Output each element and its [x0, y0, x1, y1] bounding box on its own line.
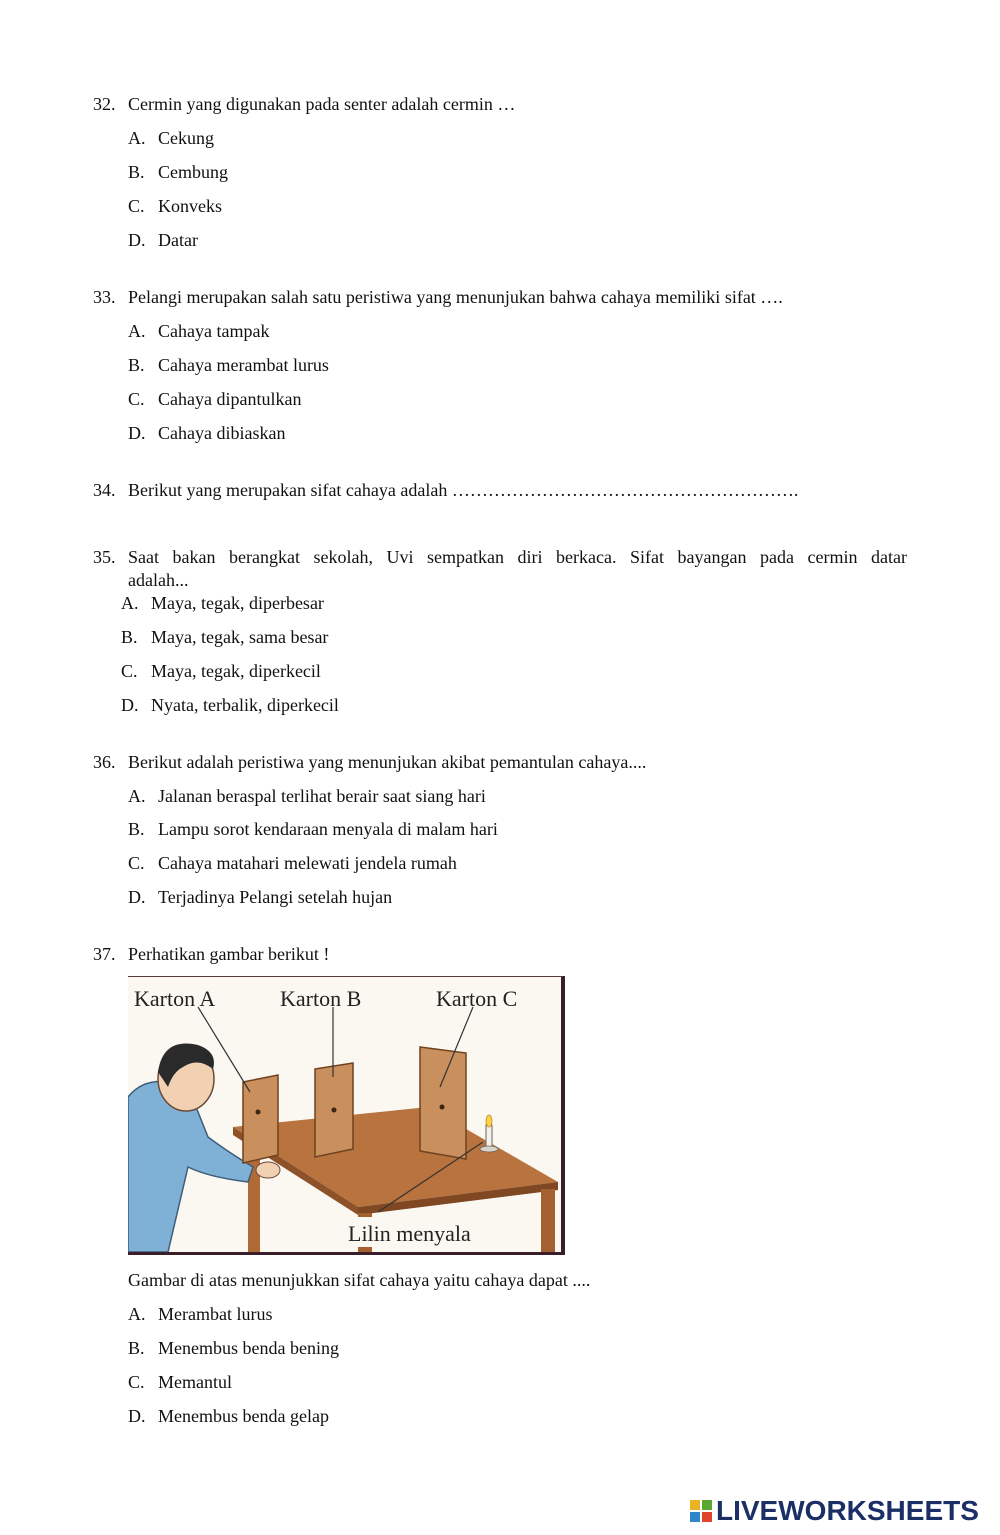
q36-option-b-text[interactable]: Lampu sorot kendaraan menyala di malam hari [158, 819, 498, 839]
label-candle: Lilin menyala [348, 1221, 471, 1246]
q35-option-a-letter: A. [121, 593, 139, 613]
q37-option-c-text[interactable]: Memantul [158, 1372, 232, 1392]
q32-option-d-letter: D. [128, 230, 146, 250]
q32-option-c-letter: C. [128, 196, 145, 216]
label-karton-b: Karton B [280, 986, 362, 1011]
q33-option-a-letter: A. [128, 321, 146, 341]
q37-option-c-letter: C. [128, 1372, 145, 1392]
question-35-text-line2: adalah... [128, 570, 189, 590]
q35-option-a-text[interactable]: Maya, tegak, diperbesar [151, 593, 324, 613]
q36-option-d-letter: D. [128, 887, 146, 907]
karton-b-board [315, 1063, 353, 1157]
q32-option-b-text[interactable]: Cembung [158, 162, 228, 182]
q36-option-a-text[interactable]: Jalanan beraspal terlihat berair saat siang hari [158, 786, 486, 806]
q36-option-d-text[interactable]: Terjadinya Pelangi setelah hujan [158, 887, 393, 907]
cardboard-experiment-figure [128, 976, 565, 1255]
q33-option-d-letter: D. [128, 423, 146, 443]
q33-option-c-text[interactable]: Cahaya dipantulkan [158, 389, 302, 409]
question-34-text: Berikut yang merupakan sifat cahaya adalah …………………………………………………. [128, 480, 799, 500]
q35-option-d-text[interactable]: Nyata, terbalik, diperkecil [151, 695, 339, 715]
q36-option-a-letter: A. [128, 786, 146, 806]
q37-option-b-letter: B. [128, 1338, 145, 1358]
table-leg [541, 1189, 555, 1252]
q33-option-c-letter: C. [128, 389, 145, 409]
question-37-caption: Gambar di atas menunjukkan sifat cahaya yaitu cahaya dapat .... [128, 1270, 591, 1290]
q33-option-d-text[interactable]: Cahaya dibiaskan [158, 423, 286, 443]
q35-option-b-letter: B. [121, 627, 138, 647]
q37-option-a-letter: A. [128, 1304, 146, 1324]
question-37-number: 37. [93, 944, 116, 964]
question-33-text: Pelangi merupakan salah satu peristiwa yang menunjukan bahwa cahaya memiliki sifat …. [128, 287, 783, 307]
question-32-text: Cermin yang digunakan pada senter adalah cermin … [128, 94, 516, 114]
q35-option-b-text[interactable]: Maya, tegak, sama besar [151, 627, 329, 647]
q35-option-d-letter: D. [121, 695, 139, 715]
question-36-text: Berikut adalah peristiwa yang menunjukan akibat pemantulan cahaya.... [128, 752, 647, 772]
q33-option-b-letter: B. [128, 355, 145, 375]
question-35-text-line1: Saat bakan berangkat sekolah, Uvi sempatkan diri berkaca. Sifat bayangan pada cermin datar [128, 547, 907, 567]
q33-option-b-text[interactable]: Cahaya merambat lurus [158, 355, 329, 375]
q36-option-c-letter: C. [128, 853, 145, 873]
q32-option-a-text[interactable]: Cekung [158, 128, 214, 148]
liveworksheets-logo-icon [690, 1500, 712, 1522]
liveworksheets-logo-text: LIVEWORKSHEETS [716, 1495, 979, 1526]
question-33-number: 33. [93, 287, 116, 307]
liveworksheets-logo[interactable] [690, 1494, 979, 1528]
question-35-number: 35. [93, 547, 116, 567]
q32-option-a-letter: A. [128, 128, 146, 148]
q36-option-b-letter: B. [128, 819, 145, 839]
q36-option-c-text[interactable]: Cahaya matahari melewati jendela rumah [158, 853, 457, 873]
q32-option-c-text[interactable]: Konveks [158, 196, 222, 216]
q37-option-d-text[interactable]: Menembus benda gelap [158, 1406, 329, 1426]
question-34-number: 34. [93, 480, 116, 500]
karton-c-board [420, 1047, 466, 1159]
q37-option-a-text[interactable]: Merambat lurus [158, 1304, 273, 1324]
question-36-number: 36. [93, 752, 116, 772]
q33-option-a-text[interactable]: Cahaya tampak [158, 321, 270, 341]
question-37-text: Perhatikan gambar berikut ! [128, 944, 330, 964]
q32-option-d-text[interactable]: Datar [158, 230, 198, 250]
label-karton-c: Karton C [436, 986, 518, 1011]
q35-option-c-letter: C. [121, 661, 138, 681]
label-karton-a: Karton A [134, 986, 216, 1011]
q37-option-d-letter: D. [128, 1406, 146, 1426]
q35-option-c-text[interactable]: Maya, tegak, diperkecil [151, 661, 321, 681]
q37-option-b-text[interactable]: Menembus benda bening [158, 1338, 339, 1358]
question-32-number: 32. [93, 94, 116, 114]
q32-option-b-letter: B. [128, 162, 145, 182]
